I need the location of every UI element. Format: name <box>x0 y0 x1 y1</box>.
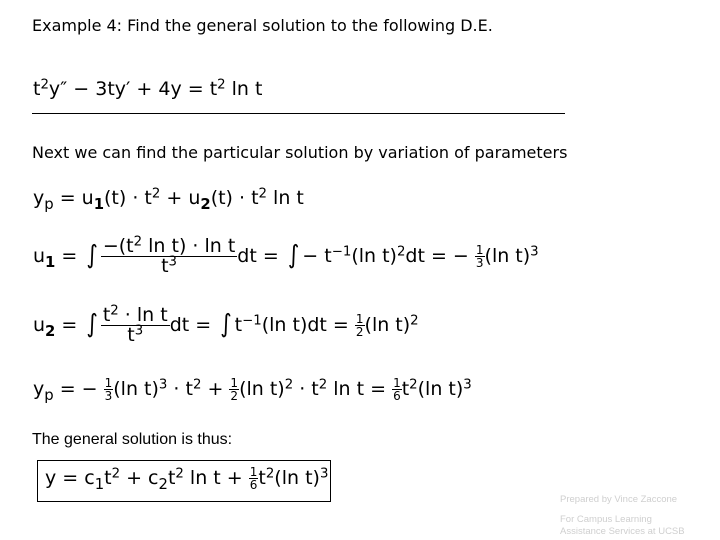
credit-line-1: Prepared by Vince Zaccone <box>560 494 678 505</box>
differential-equation: $t^2y'' - 3ty' + 4y = t^2$ ln t <box>33 77 263 100</box>
u1-integral: $u_1$ = ∫ $\frac{-(t^2 \ln t) \cdot \ln t}{t^3}$ dt = ∫ − $t^{-1}(\ln$ t)$^2$dt = − $\frac{1}{3}$ (ln t)$^3$ <box>33 234 539 277</box>
particular-solution-result: $y_p$ = − $\frac{1}{3}$ (ln $t)^3 \cdot t^2$ + $\frac{1}{2}$ (ln $t)^2 \cdot t^2$ ln t = $\frac{1}{6}$ $t^2(\ln$ t)$^3$ <box>33 376 472 405</box>
credit-line-2: For Campus Learning <box>560 514 652 525</box>
step-description: Next we can find the particular solution by variation of parameters <box>32 143 568 162</box>
general-solution-label: The general solution is thus: <box>32 431 233 448</box>
example-title: Example 4: Find the general solution to the following D.E. <box>32 16 493 35</box>
credit-line-3: Assistance Services at UCSB <box>560 526 685 537</box>
u2-integral: $u_2$ = ∫ $\frac{t^2 \cdot \ln t}{t^3}$ dt = ∫ $t^{-1}(\ln$ t)dt = $\frac{1}{2}$ (ln t)$^2$ <box>33 303 419 346</box>
general-solution: $y = c_1t^2 + c_2t^2$ ln t + $\frac{1}{6}$ $t^2(\ln$ t)$^3$ <box>45 465 329 494</box>
divider-line <box>32 113 565 114</box>
particular-solution-form: $y_p = u_1(t) \cdot t^2 + u_2(t) \cdot t^2$ ln t <box>33 186 304 214</box>
